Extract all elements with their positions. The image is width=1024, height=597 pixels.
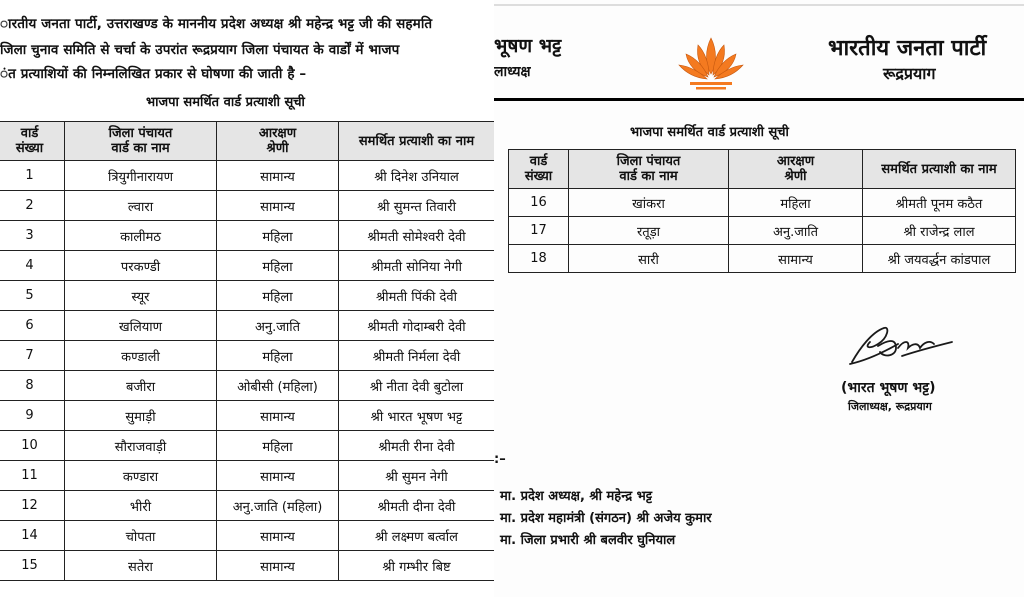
- ward-name-cell: सौराजवाड़ी: [65, 431, 217, 461]
- candidate-name-cell: श्रीमती सोमेश्वरी देवी: [339, 221, 495, 251]
- ward-name-cell: बजीरा: [65, 371, 217, 401]
- right-document-page: [494, 0, 1024, 597]
- candidate-name-cell: श्री नीता देवी बुटोला: [339, 371, 495, 401]
- left-document-page: [0, 0, 494, 597]
- table-row: [0, 341, 494, 371]
- ward-name-cell: भीरी: [65, 491, 217, 521]
- party-city-heading: रूद्रप्रयाग: [883, 64, 936, 83]
- ward-number-cell: 18: [509, 245, 569, 273]
- candidate-name-cell: श्री गम्भीर बिष्ट: [339, 551, 495, 581]
- ward-name-cell: कालीमठ: [65, 221, 217, 251]
- reservation-cell: महिला: [217, 251, 339, 281]
- list-title: भाजपा समर्थित वार्ड प्रत्याशी सूची: [146, 95, 305, 110]
- ward-name-cell: स्यूर: [65, 281, 217, 311]
- table-row: [0, 311, 494, 341]
- reservation-cell: सामान्य: [217, 551, 339, 581]
- table-row: [0, 281, 494, 311]
- ward-candidate-table-continued: [508, 149, 1016, 273]
- reservation-cell: अनु.जाति: [217, 311, 339, 341]
- reservation-cell: सामान्य: [217, 521, 339, 551]
- ward-number-cell: 6: [0, 311, 65, 341]
- candidate-name-cell: श्री दिनेश उनियाल: [339, 161, 495, 191]
- table-row: [0, 221, 494, 251]
- ward-name-cell: खलियाण: [65, 311, 217, 341]
- ward-name-cell: कण्डारा: [65, 461, 217, 491]
- header-president-post: लाध्यक्ष: [494, 64, 531, 80]
- copy-to-lead: :–: [494, 452, 506, 467]
- copy-to-line-3: मा. जिला प्रभारी श्री बलवीर घुनियाल: [500, 533, 676, 548]
- ward-name-cell: परकण्डी: [65, 251, 217, 281]
- ward-number-cell: 12: [0, 491, 65, 521]
- table-row: [0, 401, 494, 431]
- ward-number-cell: 16: [509, 189, 569, 217]
- column-header-ward-number: वार्ड संख्या: [0, 122, 65, 161]
- candidate-name-cell: श्रीमती रीना देवी: [339, 431, 495, 461]
- ward-number-cell: 8: [0, 371, 65, 401]
- lotus-icon: [676, 32, 746, 90]
- candidate-name-cell: श्रीमती पिंकी देवी: [339, 281, 495, 311]
- table-row: [0, 491, 494, 521]
- column-header-reservation: आरक्षण श्रेणी: [217, 122, 339, 161]
- candidate-name-cell: श्री लक्ष्मण बर्त्वाल: [339, 521, 495, 551]
- ward-name-cell: सुमाड़ी: [65, 401, 217, 431]
- reservation-cell: सामान्य: [217, 191, 339, 221]
- column-header-reservation: आरक्षण श्रेणी: [729, 150, 863, 189]
- table-row: [509, 189, 1016, 217]
- reservation-cell: महिला: [217, 281, 339, 311]
- copy-to-line-1: मा. प्रदेश अध्यक्ष, श्री महेन्द्र भट्ट: [500, 489, 653, 504]
- table-row: [0, 191, 494, 221]
- reservation-cell: ओबीसी (महिला): [217, 371, 339, 401]
- candidate-name-cell: श्रीमती गोदाम्बरी देवी: [339, 311, 495, 341]
- reservation-cell: सामान्य: [217, 401, 339, 431]
- candidate-name-cell: श्री सुमन्त तिवारी: [339, 191, 495, 221]
- candidate-name-cell: श्री राजेन्द्र लाल: [863, 217, 1016, 245]
- ward-name-cell: चोपता: [65, 521, 217, 551]
- ward-number-cell: 9: [0, 401, 65, 431]
- table-row: [0, 251, 494, 281]
- party-name-heading: भारतीय जनता पार्टी: [828, 36, 987, 61]
- reservation-cell: अनु.जाति (महिला): [217, 491, 339, 521]
- column-header-ward-name: जिला पंचायत वार्ड का नाम: [569, 150, 729, 189]
- signatory-name: (भारत भूषण भट्ट): [841, 380, 936, 396]
- ward-number-cell: 10: [0, 431, 65, 461]
- column-header-candidate: समर्थित प्रत्याशी का नाम: [863, 150, 1016, 189]
- ward-number-cell: 15: [0, 551, 65, 581]
- candidate-name-cell: श्रीमती पूनम कठैत: [863, 189, 1016, 217]
- header-divider: [494, 98, 1024, 101]
- intro-line-3: ंत प्रत्याशियों की निम्नलिखित प्रकार से घोषणा की जाती है –: [0, 66, 307, 82]
- signatory-post: जिलाध्यक्ष, रूद्रप्रयाग: [848, 400, 932, 413]
- ward-number-cell: 3: [0, 221, 65, 251]
- intro-line-1: ारतीय जनता पार्टी, उत्तराखण्ड के माननीय प्रदेश अध्यक्ष श्री महेन्द्र भट्ट जी की सहमति: [0, 16, 433, 32]
- list-title: भाजपा समर्थित वार्ड प्रत्याशी सूची: [630, 125, 789, 140]
- reservation-cell: महिला: [729, 189, 863, 217]
- copy-to-line-2: मा. प्रदेश महामंत्री (संगठन) श्री अजेय कुमार: [500, 511, 712, 526]
- reservation-cell: महिला: [217, 431, 339, 461]
- ward-name-cell: सारी: [569, 245, 729, 273]
- ward-name-cell: त्रियुगीनारायण: [65, 161, 217, 191]
- table-row: [0, 431, 494, 461]
- table-row: [509, 217, 1016, 245]
- ward-name-cell: रतूड़ा: [569, 217, 729, 245]
- reservation-cell: महिला: [217, 221, 339, 251]
- table-row: [509, 245, 1016, 273]
- ward-number-cell: 7: [0, 341, 65, 371]
- reservation-cell: सामान्य: [729, 245, 863, 273]
- ward-number-cell: 4: [0, 251, 65, 281]
- table-row: [0, 461, 494, 491]
- column-header-ward-name: जिला पंचायत वार्ड का नाम: [65, 122, 217, 161]
- candidate-name-cell: श्री सुमन नेगी: [339, 461, 495, 491]
- column-header-candidate: समर्थित प्रत्याशी का नाम: [339, 122, 495, 161]
- header-president-name: भूषण भट्ट: [494, 35, 562, 57]
- ward-name-cell: कण्डाली: [65, 341, 217, 371]
- candidate-name-cell: श्रीमती निर्मला देवी: [339, 341, 495, 371]
- ward-number-cell: 2: [0, 191, 65, 221]
- candidate-name-cell: श्री भारत भूषण भट्ट: [339, 401, 495, 431]
- ward-candidate-table: [0, 121, 494, 581]
- reservation-cell: अनु.जाति: [729, 217, 863, 245]
- ward-number-cell: 14: [0, 521, 65, 551]
- signature-image: [844, 318, 959, 373]
- column-header-ward-number: वार्ड संख्या: [509, 150, 569, 189]
- header-top-rule: [494, 4, 1024, 6]
- reservation-cell: सामान्य: [217, 461, 339, 491]
- table-row: [0, 521, 494, 551]
- reservation-cell: महिला: [217, 341, 339, 371]
- table-row: [0, 371, 494, 401]
- ward-number-cell: 1: [0, 161, 65, 191]
- ward-name-cell: ल्वारा: [65, 191, 217, 221]
- ward-number-cell: 11: [0, 461, 65, 491]
- ward-number-cell: 5: [0, 281, 65, 311]
- candidate-name-cell: श्री जयवर्द्धन कांडपाल: [863, 245, 1016, 273]
- ward-name-cell: खांकरा: [569, 189, 729, 217]
- table-row: [0, 161, 494, 191]
- ward-number-cell: 17: [509, 217, 569, 245]
- ward-name-cell: सतेरा: [65, 551, 217, 581]
- reservation-cell: सामान्य: [217, 161, 339, 191]
- candidate-name-cell: श्रीमती सोनिया नेगी: [339, 251, 495, 281]
- table-row: [0, 551, 494, 581]
- candidate-name-cell: श्रीमती दीना देवी: [339, 491, 495, 521]
- intro-line-2: जिला चुनाव समिति से चर्चा के उपरांत रूद्रप्रयाग जिला पंचायत के वार्डों में भाजप: [0, 42, 400, 58]
